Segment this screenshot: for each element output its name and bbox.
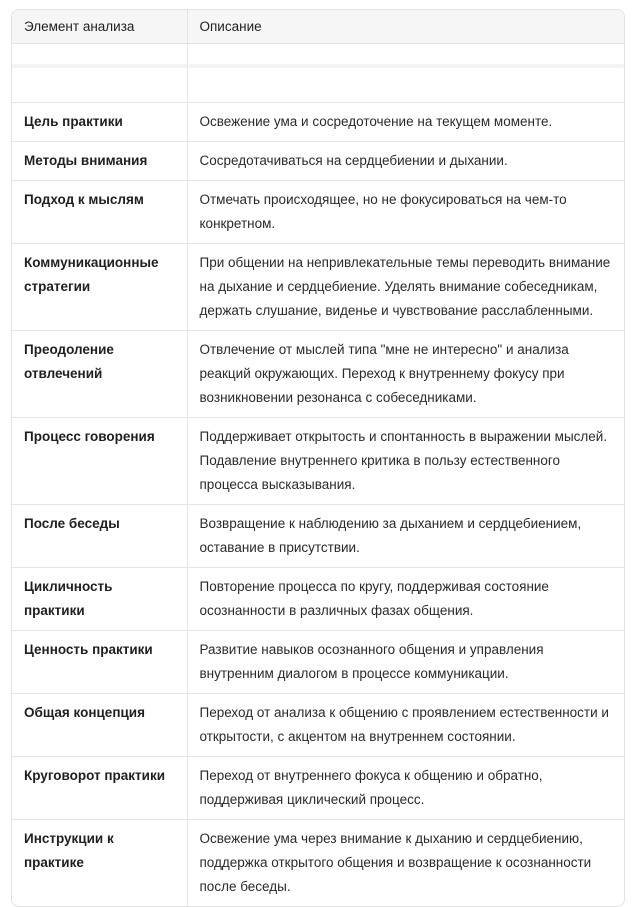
row-value: Повторение процесса по кругу, поддерживая состояние осознанности в различных фазах общения. — [187, 568, 624, 631]
row-value: Поддерживает открытость и спонтанность в выражении мыслей. Подавление внутреннего критика в пользу естественного процесса высказывания. — [187, 418, 624, 505]
loading-placeholder — [188, 64, 625, 68]
table-row — [12, 418, 624, 505]
row-key: Подход к мыслям — [12, 181, 187, 244]
table-row — [12, 694, 624, 757]
row-key: Цель практики — [12, 103, 187, 142]
row-value: Возвращение к наблюдению за дыханием и сердцебиением, оставание в присутствии. — [187, 505, 624, 568]
row-key: Ценность практики — [12, 631, 187, 694]
row-key: Общая концепция — [12, 694, 187, 757]
table-header-row — [12, 10, 624, 44]
row-key: Цикличность практики — [12, 568, 187, 631]
row-key: Преодоление отвлечений — [12, 331, 187, 418]
table-row — [12, 505, 624, 568]
table-row — [12, 181, 624, 244]
loading-cell-key — [12, 44, 187, 103]
row-value: Сосредотачиваться на сердцебиении и дыхании. — [187, 142, 624, 181]
header-description: Описание — [187, 10, 624, 44]
table-row — [12, 142, 624, 181]
row-key: Коммуникационные стратегии — [12, 244, 187, 331]
table-row — [12, 631, 624, 694]
table-row — [12, 820, 624, 907]
table-row — [12, 757, 624, 820]
row-value: Развитие навыков осознанного общения и управления внутренним диалогом в процессе коммуникации. — [187, 631, 624, 694]
row-value: Переход от внутреннего фокуса к общению и обратно, поддерживая циклический процесс. — [187, 757, 624, 820]
row-key: Методы внимания — [12, 142, 187, 181]
row-value: Отмечать происходящее, но не фокусироваться на чем-то конкретном. — [187, 181, 624, 244]
row-key: Инструкции к практике — [12, 820, 187, 907]
row-value: Освежение ума и сосредоточение на текущем моменте. — [187, 103, 624, 142]
loading-cell-value — [187, 44, 624, 103]
row-value: Освежение ума через внимание к дыханию и сердцебиению, поддержка открытого общения и возвращение к осознанности после беседы. — [199, 831, 592, 894]
table-row — [12, 331, 624, 418]
row-key: Круговорот практики — [12, 757, 187, 820]
analysis-table — [12, 10, 624, 906]
row-key: После беседы — [12, 505, 187, 568]
row-value: Отвлечение от мыслей типа "мне не интересно" и анализа реакций окружающих. Переход к внутреннему фокусу при возникновении резонанса с собеседниками. — [187, 331, 624, 418]
loading-placeholder — [12, 64, 187, 68]
table-row — [12, 244, 624, 331]
header-element: Элемент анализа — [12, 10, 187, 44]
row-value: Переход от анализа к общению с проявлением естественности и открытости, с акцентом на внутреннем состоянии. — [187, 694, 624, 757]
row-value: При общении на непривлекательные темы переводить внимание на дыхание и сердцебиение. Уделять внимание собеседникам, держать слушание, виденье и чувствование расслабленными. — [187, 244, 624, 331]
row-key: Процесс говорения — [12, 418, 187, 505]
table-row — [12, 103, 624, 142]
table-row — [12, 568, 624, 631]
analysis-table-container — [11, 9, 625, 907]
table-row-loading — [12, 44, 624, 103]
